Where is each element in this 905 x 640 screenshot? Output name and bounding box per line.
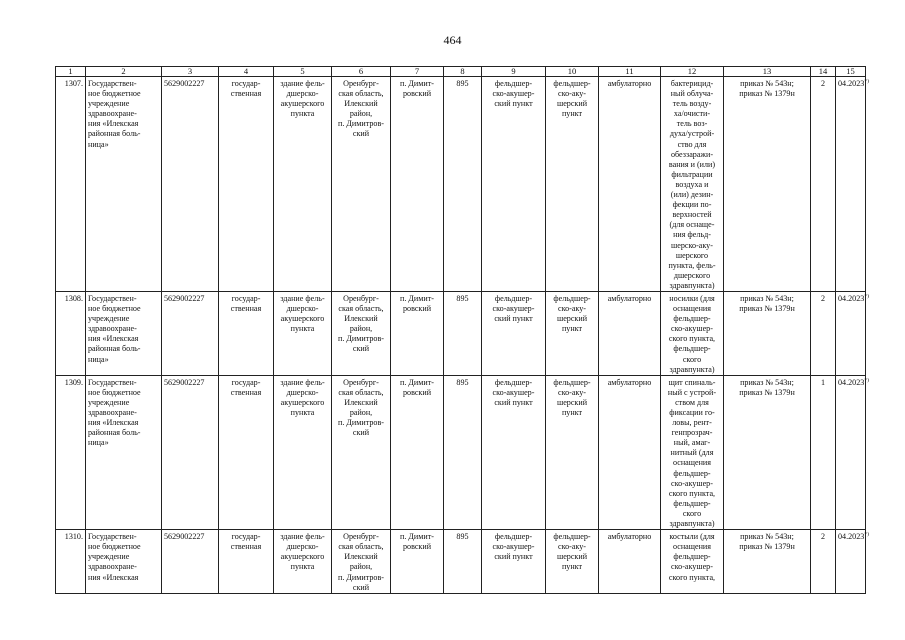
cell-text: государ- ственная	[230, 79, 262, 99]
cell-unit	[482, 530, 546, 594]
cell-equipment	[661, 291, 724, 375]
cell-date	[836, 530, 869, 594]
column-header: 5	[274, 67, 332, 77]
cell-org	[86, 77, 162, 292]
cell-ownership	[219, 77, 274, 292]
cell-text: 1310.	[64, 532, 83, 542]
column-header: 14	[811, 67, 836, 77]
cell-org	[86, 291, 162, 375]
cell-date	[836, 77, 869, 292]
cell-text: амбулаторно	[607, 532, 652, 542]
cell-text: Государствен- ное бюджетное учреждение здравоохране- ния «Илекская районная боль- ница»	[88, 79, 141, 149]
column-header: 12	[661, 67, 724, 77]
cell-qty	[811, 77, 836, 292]
cell-text: 5629002227	[164, 532, 205, 542]
table-row	[56, 375, 866, 529]
header-row	[56, 67, 866, 77]
cell-text: государ- ственная	[230, 377, 262, 397]
cell-care	[599, 530, 661, 594]
cell-care	[599, 77, 661, 292]
cell-address	[332, 291, 391, 375]
cell-building	[274, 291, 332, 375]
cell-order	[724, 77, 811, 292]
cell-text: Государствен- ное бюджетное учреждение здравоохране- ния «Илекская районная боль- ница»	[88, 377, 141, 448]
cell-text: 895	[456, 79, 469, 88]
cell-text: амбулаторно	[607, 293, 652, 303]
cell-text: амбулаторно	[607, 79, 652, 88]
cell-text: 5629002227	[164, 377, 205, 387]
column-header: 15	[836, 67, 866, 77]
cell-inn	[162, 375, 219, 529]
cell-text: костыли (для оснащения фельдшер- ско-акушер- ского пункта,	[668, 532, 716, 582]
cell-num	[56, 530, 86, 594]
cell-text: 1309.	[64, 377, 83, 387]
cell-ownership	[219, 530, 274, 594]
cell-text: носилки (для оснащения фельдшер- ско-акушер- ского пункта, фельдшер- ского здравпункта)	[668, 293, 716, 374]
cell-unit	[482, 291, 546, 375]
cell-text: государ- ственная	[230, 293, 262, 314]
cell-text: 1	[820, 377, 826, 387]
cell-text: щит спиналь- ный с устрой- ством для фиксации го- ловы, рент- генпрозрач- ный, амаг- нитный (для оснащения фельдшер- ско-акушер- ского пункта, фельдшер- ского здравпункта)	[667, 377, 717, 529]
cell-ownership	[219, 375, 274, 529]
cell-care	[599, 375, 661, 529]
cell-text: 1308.	[64, 293, 83, 303]
cell-text: п. Димит- ровский	[400, 532, 434, 552]
cell-text: Государствен- ное бюджетное учреждение здравоохране- ния «Илекская районная боль- ница»	[88, 293, 141, 364]
cell-code	[444, 530, 482, 594]
cell-text: фельдшер- ско-аку- шерский пункт	[553, 79, 591, 119]
cell-num	[56, 77, 86, 292]
cell-text: 2	[820, 532, 826, 542]
cell-settlement	[391, 375, 444, 529]
cell-qty	[811, 375, 836, 529]
cell-unit	[482, 77, 546, 292]
cell-text: Государствен- ное бюджетное учреждение здравоохране- ния «Илекская	[88, 532, 141, 582]
cell-text: приказ № 543н; приказ № 1379н	[739, 79, 795, 99]
footnote-mark: *)	[864, 78, 869, 85]
footnote-mark: *)	[864, 293, 869, 300]
cell-num	[56, 291, 86, 375]
cell-text: Оренбург- ская область, Илекский район, п. Димитров- ский	[338, 532, 384, 592]
footnote-mark: *)	[864, 531, 869, 538]
page-number: 464	[443, 33, 462, 47]
cell-care	[599, 291, 661, 375]
cell-text: 895	[456, 293, 469, 303]
cell-settlement	[391, 530, 444, 594]
cell-text: 5629002227	[164, 79, 205, 88]
cell-order	[724, 530, 811, 594]
cell-address	[332, 375, 391, 529]
column-header: 2	[86, 67, 162, 77]
column-header: 1	[56, 67, 86, 77]
cell-settlement	[391, 77, 444, 292]
cell-inn	[162, 77, 219, 292]
column-header: 3	[162, 67, 219, 77]
cell-unit2	[546, 375, 599, 529]
column-header: 4	[219, 67, 274, 77]
cell-inn	[162, 291, 219, 375]
cell-text: 895	[456, 532, 469, 542]
cell-text: здание фель- дшерско- акушерского пункта	[280, 79, 325, 119]
cell-address	[332, 530, 391, 594]
cell-unit2	[546, 291, 599, 375]
cell-code	[444, 375, 482, 529]
cell-text: п. Димит- ровский	[400, 377, 434, 397]
cell-text: приказ № 543н; приказ № 1379н	[739, 377, 795, 397]
registry-table	[55, 66, 869, 594]
cell-address	[332, 77, 391, 292]
footnote-mark: *)	[864, 377, 869, 384]
cell-org	[86, 530, 162, 594]
cell-text: фельдшер- ско-акушер- ский пункт	[492, 79, 535, 109]
table-body	[56, 77, 869, 594]
cell-unit2	[546, 77, 599, 292]
cell-org	[86, 375, 162, 529]
column-header: 8	[444, 67, 482, 77]
column-header: 9	[482, 67, 546, 77]
cell-text: п. Димит- ровский	[400, 293, 434, 314]
cell-settlement	[391, 291, 444, 375]
cell-ownership	[219, 291, 274, 375]
column-header: 10	[546, 67, 599, 77]
cell-code	[444, 77, 482, 292]
table-row	[56, 530, 866, 594]
cell-inn	[162, 530, 219, 594]
cell-text: 04.2023	[838, 377, 865, 387]
cell-equipment	[661, 375, 724, 529]
cell-text: здание фель- дшерско- акушерского пункта	[280, 532, 325, 572]
cell-text: фельдшер- ско-акушер- ский пункт	[492, 293, 535, 324]
cell-text: 895	[456, 377, 469, 387]
cell-equipment	[661, 77, 724, 292]
cell-unit	[482, 375, 546, 529]
cell-building	[274, 375, 332, 529]
cell-equipment	[661, 530, 724, 594]
cell-text: п. Димит- ровский	[400, 79, 434, 99]
cell-text: приказ № 543н; приказ № 1379н	[739, 532, 795, 552]
column-header: 11	[599, 67, 661, 77]
cell-text: 04.2023	[838, 79, 865, 88]
column-header: 7	[391, 67, 444, 77]
cell-order	[724, 291, 811, 375]
cell-text: фельдшер- ско-акушер- ский пункт	[492, 532, 535, 562]
cell-date	[836, 375, 869, 529]
cell-text: государ- ственная	[230, 532, 262, 552]
column-header: 13	[724, 67, 811, 77]
cell-text: фельдшер- ско-аку- шерский пункт	[553, 377, 591, 417]
cell-text: 2	[820, 79, 826, 88]
cell-text: здание фель- дшерско- акушерского пункта	[280, 293, 325, 334]
cell-text: Оренбург- ская область, Илекский район, п. Димитров- ский	[338, 79, 384, 139]
cell-code	[444, 291, 482, 375]
cell-qty	[811, 530, 836, 594]
cell-order	[724, 375, 811, 529]
cell-text: Оренбург- ская область, Илекский район, п. Димитров- ский	[338, 293, 384, 354]
cell-text: приказ № 543н; приказ № 1379н	[739, 293, 795, 314]
cell-text: фельдшер- ско-аку- шерский пункт	[553, 293, 591, 334]
cell-unit2	[546, 530, 599, 594]
cell-num	[56, 375, 86, 529]
cell-text: 04.2023	[838, 532, 865, 542]
cell-text: 2	[820, 293, 826, 303]
cell-text: фельдшер- ско-акушер- ский пункт	[492, 377, 535, 407]
cell-building	[274, 530, 332, 594]
cell-text: фельдшер- ско-аку- шерский пункт	[553, 532, 591, 572]
cell-text: 04.2023	[838, 293, 865, 303]
cell-text: 5629002227	[164, 293, 205, 303]
cell-qty	[811, 291, 836, 375]
cell-text: здание фель- дшерско- акушерского пункта	[280, 377, 325, 417]
cell-text: 1307.	[64, 79, 83, 88]
table-row	[56, 77, 866, 292]
cell-date	[836, 291, 869, 375]
cell-text: бактерицид- ный облуча- тель возду- ха/очисти- тель воз- духа/устрой- ство для обеззаражи- вания и (или) фильтрации воздуха и (или) дезин- фекции по- верхностей (для оснаще- ния фельд- шерско-аку- шерского пункта, фель- дшерского здравпункта)	[668, 79, 716, 290]
cell-building	[274, 77, 332, 292]
column-header: 6	[332, 67, 391, 77]
cell-text: амбулаторно	[607, 377, 652, 387]
table-row	[56, 291, 866, 375]
cell-text: Оренбург- ская область, Илекский район, п. Димитров- ский	[338, 377, 384, 438]
